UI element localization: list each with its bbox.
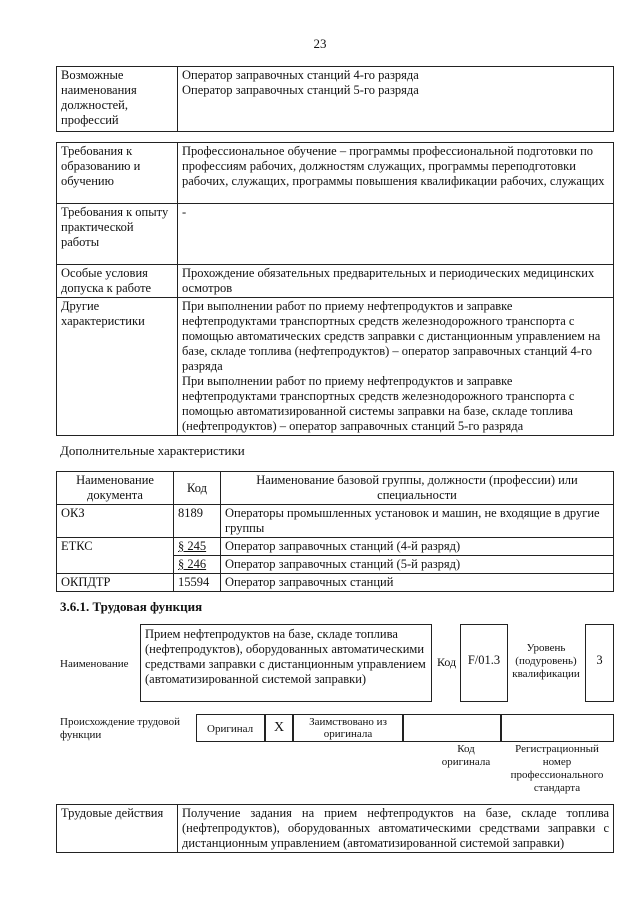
position-name: Оператор заправочных станций 5-го разряда [182, 83, 419, 97]
labor-actions-table [56, 804, 614, 853]
name-okz: Операторы промышленных установок и машин, не входящие в другие группы [221, 505, 614, 538]
code-etks-2-link: § 246 [178, 557, 207, 571]
code-label: Код [437, 655, 457, 669]
additional-heading: Дополнительные характеристики [60, 443, 245, 458]
admission-value: Прохождение обязательных предварительных и периодических медицинских осмотров [178, 265, 614, 298]
experience-value: - [178, 204, 614, 265]
experience-label: Требования к опыту практической работы [57, 204, 178, 265]
additional-table [56, 471, 614, 592]
header-document: Наименование документа [57, 472, 174, 505]
code-etks-1-link: § 245 [178, 539, 207, 553]
requirements-table [56, 142, 614, 436]
code-okpdtr: 15594 [174, 574, 221, 592]
level-value: 3 [585, 624, 614, 702]
header-name: Наименование базовой группы, должности (профессии) или специальности [221, 472, 614, 505]
function-heading: 3.6.1. Трудовая функция [60, 599, 203, 614]
doc-okz: ОКЗ [57, 505, 174, 538]
labor-actions-value: Получение задания на прием нефтепродуктов на базе, складе топлива (нефтепродуктов), оборудованных автоматическими средствами заправки с дистанционным управлением (автоматизированной системой заправки) [178, 805, 614, 853]
code-original-cell [403, 714, 501, 742]
education-value: Профессиональное обучение – программы профессиональной подготовки по профессиям рабочих, должностям служащих, программы переподготовки рабочих, служащих, программы повышения квалификации рабочих, служащих [178, 143, 614, 204]
name-etks-2: Оператор заправочных станций (5-й разряд) [221, 556, 614, 574]
code-original-label: Код оригинала [441, 743, 491, 768]
other-value-2: При выполнении работ по приему нефтепродуктов и заправке нефтепродуктами транспортных средств железнодорожного транспорта с помощью автоматизированной системы заправки на базе, складе топлива (нефтепродуктов) – оператор заправочных станций 5-го разряда [182, 374, 575, 433]
other-label: Другие характеристики [57, 298, 178, 436]
borrowed-label: Заимствовано из оригинала [293, 714, 403, 742]
header-code: Код [174, 472, 221, 505]
name-okpdtr: Оператор заправочных станций [221, 574, 614, 592]
page-number: 23 [313, 36, 327, 51]
original-mark: X [265, 714, 293, 742]
position-name: Оператор заправочных станций 4-го разряда [182, 68, 419, 82]
code-value: F/01.3 [460, 624, 508, 702]
origin-label: Происхождение трудовой функции [60, 716, 181, 741]
reg-number-cell [501, 714, 614, 742]
original-label: Оригинал [196, 714, 265, 742]
level-label: Уровень (подуровень) квалификации [512, 642, 580, 680]
admission-label: Особые условия допуска к работе [57, 265, 178, 298]
name-etks-1: Оператор заправочных станций (4-й разряд) [221, 538, 614, 556]
function-name-value: Прием нефтепродуктов на базе, складе топлива (нефтепродуктов), оборудованных автоматическими средствами заправки с дистанционным управлением (автоматизированной системой заправки) [140, 624, 432, 702]
code-okz: 8189 [174, 505, 221, 538]
reg-number-label: Регистрационный номер профессионального стандарта [510, 743, 604, 794]
other-value [178, 298, 614, 436]
labor-actions-label: Трудовые действия [57, 805, 178, 853]
doc-etks: ЕТКС [57, 538, 174, 574]
code-etks-2 [174, 556, 221, 574]
possible-positions-values [178, 67, 614, 132]
education-label: Требования к образованию и обучению [57, 143, 178, 204]
code-etks-1 [174, 538, 221, 556]
possible-positions-table [56, 66, 614, 132]
possible-positions-label: Возможные наименования должностей, профессий [57, 67, 178, 132]
other-value-1: При выполнении работ по приему нефтепродуктов и заправке нефтепродуктами транспортных средств железнодорожного транспорта с помощью автоматических средств заправки с дистанционным управлением на базе, складе топлива (нефтепродуктов) – оператор заправочных станций 4-го разряда [182, 299, 601, 373]
function-name-label: Наименование [60, 658, 129, 670]
doc-okpdtr: ОКПДТР [57, 574, 174, 592]
